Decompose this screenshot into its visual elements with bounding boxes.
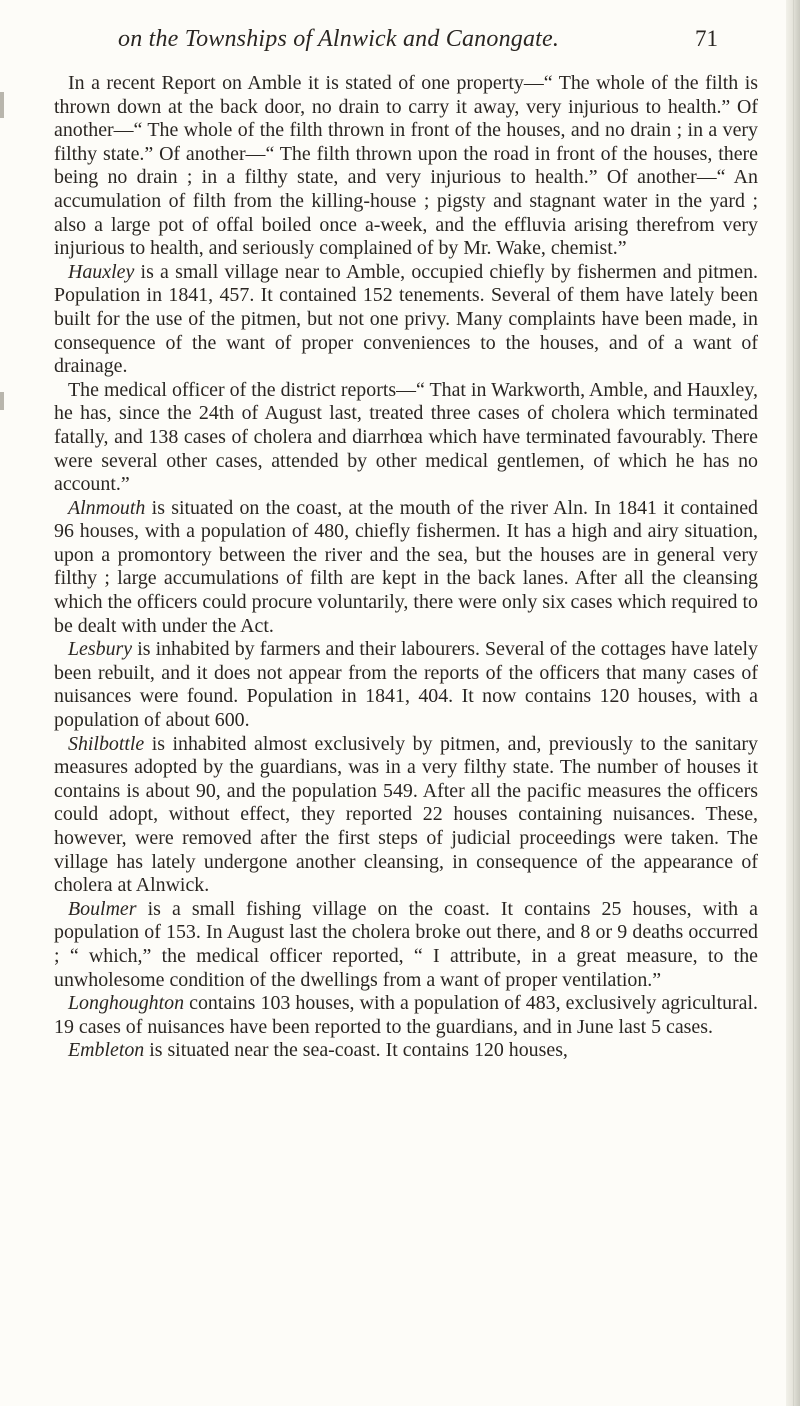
body-text	[54, 72, 758, 1063]
paragraph-text: is situated near the sea-coast. It contains 120 houses,	[144, 1039, 568, 1062]
place-name: Embleton	[68, 1039, 145, 1062]
running-head: on the Townships of Alnwick and Canongate.	[118, 26, 560, 52]
page-number: 71	[695, 26, 718, 51]
paragraph-shilbottle	[54, 733, 758, 898]
paragraph-alnmouth	[54, 497, 758, 639]
gutter-line	[793, 0, 794, 1406]
page-edge-mark	[0, 92, 4, 118]
paragraph-lesbury	[54, 638, 758, 732]
paragraph-text: contains 103 houses, with a population of 483, exclusively agricultural. 19 cases of nuisances have been reported to the guardians, and in June last 5 cases.	[54, 992, 758, 1038]
paragraph-text: is a small fishing village on the coast. It contains 25 houses, with a population of 153. In August last the cholera broke out there, and 8 or 9 deaths occurred ; “ which,” the medical officer reported, “ I attribute, in a great measure, to the unwholesome condition of the dwellings from a want of proper ventilation.”	[54, 897, 758, 991]
paragraph-boulmer	[54, 898, 758, 992]
paragraph-text: is a small village near to Amble, occupied chiefly by fishermen and pitmen. Population in 1841, 457. It contained 152 tenements. Several of them have lately been built for the use of the pitmen, but not one privy. Many complaints have been made, in consequence of the want of proper conveniences to the houses, and of a want of drainage.	[54, 260, 758, 378]
paragraph-embleton	[54, 1039, 758, 1063]
place-name: Lesbury	[68, 638, 133, 661]
paragraph-text: In a recent Report on Amble it is stated of one property—“ The whole of the filth is thrown down at the back door, no drain to carry it away, very injurious to health.” Of another—“ The whole of the filth thrown in front of the houses, and no drain ; in a very filthy state.” Of another—“ The filth thrown upon the road in front of the houses, there being no drain ; in a filthy state, and very injurious to health.” Of another—“ An accumulation of filth from the killing-house ; pigsty and stagnant water in the yard ; also a large pot of offal boiled once a-week, and the effluvia arising therefrom very injurious to health, and seriously complained of by Mr. Wake, chemist.”	[54, 72, 758, 260]
paragraph-text: is situated on the coast, at the mouth of the river Aln. In 1841 it contained 96 houses, with a population of 480, chiefly fishermen. It has a high and airy situation, upon a promontory between the river and the sea, but the houses are in general very filthy ; large accumulations of filth are kept in the back lanes. After all the cleansing which the officers could procure voluntarily, there were only six cases which required to be dealt with under the Act.	[54, 496, 758, 637]
place-name: Hauxley	[68, 260, 135, 283]
paragraph-hauxley	[54, 261, 758, 379]
paragraph-amble-report	[54, 72, 758, 261]
paragraph-medical-officer	[54, 379, 758, 497]
place-name: Shilbottle	[68, 732, 145, 755]
place-name: Alnmouth	[68, 496, 146, 519]
paragraph-text: is inhabited by farmers and their labourers. Several of the cottages have lately been rebuilt, and it does not appear from the reports of the officers that many cases of nuisances were found. Population in 1841, 404. It now contains 120 houses, with a population of about 600.	[54, 638, 758, 732]
paragraph-text: The medical officer of the district reports—“ That in Warkworth, Amble, and Hauxley, he has, since the 24th of August last, treated three cases of cholera which terminated fatally, and 138 cases of cholera and diarrhœa which have terminated favourably. There were several other cases, attended by other medical gentlemen, of which he has no account.”	[54, 378, 758, 496]
place-name: Longhoughton	[68, 992, 185, 1015]
paragraph-text: is inhabited almost exclusively by pitmen, and, previously to the sanitary measures adopted by the guardians, was in a very filthy state. The number of houses it contains is about 90, and the population 549. After all the pacific measures the officers could adopt, without effect, they reported 22 houses containing nuisances. These, however, were removed after the first steps of judicial proceedings were taken. The village has lately undergone another cleansing, in consequence of the appearance of cholera at Alnwick.	[54, 732, 758, 897]
place-name: Boulmer	[68, 897, 137, 920]
paragraph-longhoughton	[54, 992, 758, 1039]
page-edge-mark	[0, 392, 4, 410]
page-header	[118, 24, 718, 64]
